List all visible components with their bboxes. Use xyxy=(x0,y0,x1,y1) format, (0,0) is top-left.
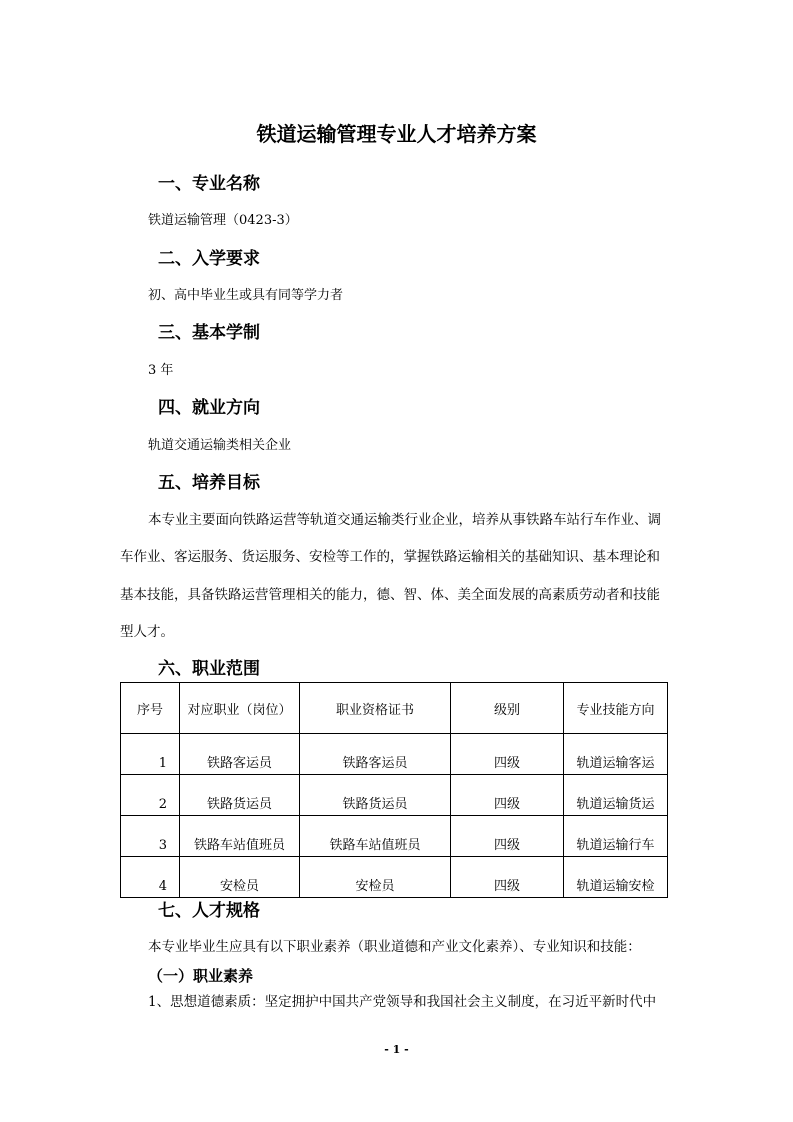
section-content-duration: 3 年 xyxy=(148,363,174,378)
cell-occupation: 铁路客运员 xyxy=(180,734,300,775)
talent-spec-intro: 本专业毕业生应具有以下职业素养（职业道德和产业文化素养）、专业知识和技能： xyxy=(148,939,641,955)
header-certificate: 职业资格证书 xyxy=(300,683,451,734)
cell-level: 四级 xyxy=(451,857,564,898)
cell-seq: 3 xyxy=(121,816,180,857)
section-heading-admission: 二、入学要求 xyxy=(158,249,260,269)
cell-certificate: 铁路客运员 xyxy=(300,734,451,775)
subsection-heading-professional-quality: （一）职业素养 xyxy=(148,967,254,985)
section-content-major-name: 铁道运输管理（0423-3） xyxy=(148,213,298,228)
section-heading-objectives: 五、培养目标 xyxy=(158,473,260,493)
cell-seq: 4 xyxy=(121,857,180,898)
cell-certificate: 安检员 xyxy=(300,857,451,898)
cell-level: 四级 xyxy=(451,816,564,857)
objectives-line-3: 基本技能，具备铁路运营管理相关的能力，德、智、体、美全面发展的高素质劳动者和技能 xyxy=(120,587,660,603)
cell-occupation: 铁路货运员 xyxy=(180,775,300,816)
header-skill-direction: 专业技能方向 xyxy=(564,683,668,734)
section-heading-major-name: 一、专业名称 xyxy=(158,174,260,194)
table-row xyxy=(121,775,668,816)
section-content-admission: 初、高中毕业生或具有同等学力者 xyxy=(148,288,344,303)
header-level: 级别 xyxy=(451,683,564,734)
section-content-employment: 轨道交通运输类相关企业 xyxy=(148,438,292,453)
page-number: - 1 - xyxy=(384,1043,409,1056)
section-heading-employment: 四、就业方向 xyxy=(158,398,260,418)
section-heading-duration: 三、基本学制 xyxy=(158,323,260,343)
cell-skill-direction: 轨道运输行车 xyxy=(564,816,668,857)
cell-skill-direction: 轨道运输安检 xyxy=(564,857,668,898)
table-row xyxy=(121,857,668,898)
table-row xyxy=(121,816,668,857)
objectives-line-4: 型人才。 xyxy=(120,624,174,640)
cell-level: 四级 xyxy=(451,775,564,816)
table-row xyxy=(121,734,668,775)
cell-seq: 1 xyxy=(121,734,180,775)
section-heading-talent-spec: 七、人才规格 xyxy=(158,901,260,921)
objectives-line-2: 车作业、客运服务、货运服务、安检等工作的，掌握铁路运输相关的基础知识、基本理论和 xyxy=(120,549,660,565)
section-heading-career-scope: 六、职业范围 xyxy=(158,659,260,679)
cell-skill-direction: 轨道运输客运 xyxy=(564,734,668,775)
cell-certificate: 铁路货运员 xyxy=(300,775,451,816)
document-title: 铁道运输管理专业人才培养方案 xyxy=(256,122,537,146)
objectives-line-1: 本专业主要面向铁路运营等轨道交通运输类行业企业，培养从事铁路车站行车作业、调 xyxy=(148,512,661,528)
cell-certificate: 铁路车站值班员 xyxy=(300,816,451,857)
professional-quality-item-1: 1、思想道德素质：坚定拥护中国共产党领导和我国社会主义制度，在习近平新时代中 xyxy=(148,994,657,1010)
table-header-row xyxy=(121,683,668,734)
header-occupation: 对应职业（岗位） xyxy=(180,683,300,734)
cell-skill-direction: 轨道运输货运 xyxy=(564,775,668,816)
header-seq: 序号 xyxy=(121,683,180,734)
career-scope-table xyxy=(120,682,668,898)
cell-occupation: 安检员 xyxy=(180,857,300,898)
cell-seq: 2 xyxy=(121,775,180,816)
cell-occupation: 铁路车站值班员 xyxy=(180,816,300,857)
cell-level: 四级 xyxy=(451,734,564,775)
